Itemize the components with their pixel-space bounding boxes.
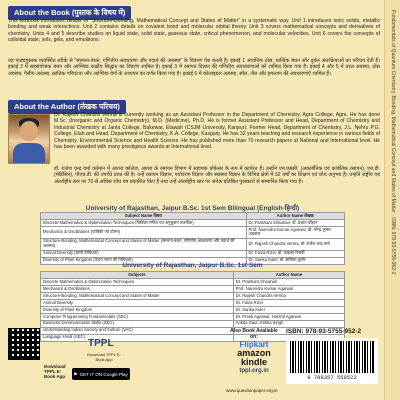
cell: Dr. Sarika Kuler, डॉ. सारिका कुलेर: [246, 257, 344, 264]
about-book-english: This textbook introduces details of "Structure-Bonding, Mathematical Concept and States of Matter" in a systematic way. Unit 1 introduces ionic solids, metallic bonding and weak interactions. Unit 2 contains details on covalent bond and molecular orbital theory. Unit 3 covers mathematical concepts and derivatives of chemistry. Units 4 and 5 describe studies on liquid state, solid state, gaseous state, critical phenomenon, and molecular velocities. Unit 6 covers the concepts of colloidal state, sols, gels, and emulsions.: [8, 18, 380, 44]
cell: Structure-Bonding, Mathematical Concept and States of Matter: [41, 292, 234, 299]
about-author-heading: About the Author (लेखक परिचय): [8, 100, 126, 114]
cell: Dr. Rajesh Chandra Verma, डॉ. राजेश चन्द्र वर्मा: [246, 238, 344, 250]
cell: Dr. Prashant Chauhan: [233, 278, 344, 285]
barcode-bars: [290, 341, 374, 373]
table-row: [41, 226, 345, 238]
barcode-digits: 9 789357 559522: [307, 374, 357, 381]
about-author-english: Dr. Rajesh Chandra Verma is currently working as an Assistant Professor in the Department of Chemistry, Agra College, Agra. He has done M.Sc. (Inorganic and Organic Chemistry), M.D. (Medicine), Ph.D. He is former Assistant Professor and Head, Department of Chemistry and Industrial Chemistry at Janta College, Bakewar, Etawah (CSJM University, Kanpur). Former Head, Department of Chemistry, J.L. Nehru P.G. College, Etah and Head, Department of Chemistry, K.A. College, Kasganj. He has 32 years teaching and research experience in various fields of Chemistry, Environmental Science and Health Science. He has published more than 70 research papers at National and International level. He has been awarded with many prestigious awards at International level.: [54, 112, 380, 151]
table2-title: University of Rajasthan, Jaipur B.Sc. 1st Sem: [122, 262, 263, 269]
table-row: [41, 238, 345, 250]
cell: Dr. Faiza Rizvi, डॉ. फ़ाइज़ा रिज़वी: [246, 250, 344, 257]
cell: Animal Diversity (प्राणी विविधता): [41, 250, 247, 257]
tppl-logo: TPPL: [88, 338, 114, 349]
google-play-label: GET IT ON Google Play: [79, 371, 128, 377]
cell: Discrete Mathematics & Optimization Techniques (विविक्त गणित एवं अनुकूलन तकनीक): [41, 219, 247, 226]
about-book-hindi: यह पाठ्यपुस्तक व्यवस्थित तरीके से "संरचना-बंधन, गणितीय अवधारणा और पदार्थ की अवस्था" के विवरण पेश करती है। इकाई 1 आयनिक ठोस, धात्विक बंधन और दुर्बल अंतःक्रियाओं का परिचय देती है। इकाई 2 में सहसंयोजक बंधन और आण्विक कक्षीय सिद्धांत का विवरण शामिल है। इकाई 3 में रसायन विज्ञान की गणितीय अवधारणाओं को शामिल किया गया है। इकाई 4 और 5 में तरल अवस्था, ठोस अवस्था, गैसीय अवस्था, क्रांतिक परिघटना और आण्विक वेगों के अध्ययन का वर्णन किया गया है। इकाई 6 में कोलाइडल अवस्था, सॉल, जैल और इमल्शन की अवधारणाएँ शामिल हैं।: [8, 58, 380, 77]
cell: Dr. Sarika Kuler: [233, 306, 344, 313]
table-row: [41, 278, 345, 285]
cell: Dr. Prashant Chauhan, डॉ. प्रशांत चौहान: [246, 219, 344, 226]
cell: Diversity of Plant Kingdom (पादप जगत की विविधता): [41, 257, 247, 264]
cell: Understanding Indian Society and Culture (VAC): [41, 327, 234, 334]
table-row: [41, 313, 345, 320]
table-row: [41, 299, 345, 306]
cell: Structure-Bonding, Mathematical Concept and States of Matter (संरचना-बंधन, गणितीय अवधारणा और पदार्थ की अवस्था): [41, 238, 247, 250]
table-row: [41, 320, 345, 327]
cell: Prof. Narendra Kumar Agarwal: [233, 285, 344, 292]
google-play-badge[interactable]: [72, 368, 130, 380]
about-book-heading: About the Book (पुस्तक के विषय में): [8, 6, 131, 20]
tppl-site-logo[interactable]: tppl.org.in: [239, 368, 269, 374]
qr-code[interactable]: [8, 328, 40, 360]
download-app-label: Download TPPL E-Book App: [44, 364, 66, 379]
website-link[interactable]: www.questionpaper.org.in: [226, 388, 278, 393]
table-row: [41, 285, 345, 292]
spine-title: Fundamentals of Quantum Chemistry, Bonding, Mathematical Concept and States of Matter · ISBN: 978-93-5755-952-2: [390, 10, 396, 275]
cell: Dr. Preeti Agarwal, Harshit Agarwal: [233, 313, 344, 320]
cell: Ankita Gaur, Kritika Singh: [233, 320, 344, 327]
table-row: [41, 292, 345, 299]
table1-header-author: Author Name लेखक: [246, 213, 344, 220]
table-row: [41, 219, 345, 226]
tppl-subtitle: Download TPPL E-Book App: [87, 352, 121, 362]
play-icon: ▶: [74, 371, 78, 376]
table1-title: University of Rajasthan, Jaipur B.Sc. 1st Sem Bilingual (English-हिन्दी): [85, 205, 300, 212]
cell: Animal Diversity: [41, 299, 234, 306]
also-available-box: [228, 328, 280, 376]
also-available-title: Also Book Available on:: [230, 328, 278, 340]
cell: Dr. Rajesh Chandra Verma: [233, 292, 344, 299]
cell: Mechanics & Oscillations: [41, 285, 234, 292]
table1-header-subject: Subject Name विषय: [41, 213, 247, 220]
cell: Dr. Faiza Rizvi: [233, 299, 344, 306]
table2-header-subjects: Subjects: [41, 272, 234, 279]
author-photo: [8, 114, 50, 164]
table2-header-author: Author Name: [233, 272, 344, 279]
cell: Language Hindi (AEC): [41, 334, 234, 341]
cell: Discrete Mathematics & Optimization Techniques: [41, 278, 234, 285]
cell: Computer Programming Fundamentals (SEC): [41, 313, 234, 320]
table-row: [41, 250, 345, 257]
flipkart-logo[interactable]: Flipkart: [239, 340, 269, 349]
table1: [40, 212, 345, 265]
cell: Prof. Narendra Kumar Agarwal, प्रो. नरेन्द्र कुमार अग्रवाल: [246, 226, 344, 238]
cell: Diversity of Plant Kingdom: [41, 306, 234, 313]
kindle-logo[interactable]: kindle: [240, 357, 267, 367]
isbn-label: ISBN: 978-93-5755-952-2: [286, 328, 362, 335]
about-author-hindi: डॉ. राजेश चन्द्र वर्मा वर्तमान में आगरा कॉलेज, आगरा के रसायन विभाग में सहायक प्रोफेसर के रूप में कार्यरत हैं। उन्होंने एम.एससी. (अकार्बनिक एवं कार्बनिक रसायन), एम.डी. (मेडिसिन), पीएच.डी. की उपाधि प्राप्त की है। उन्हें रसायन विज्ञान, पर्यावरण विज्ञान और स्वास्थ्य विज्ञान के विभिन्न क्षेत्रों में 32 वर्षों का शिक्षण एवं शोध अनुभव है। उन्होंने राष्ट्रीय एवं अंतर्राष्ट्रीय स्तर पर 70 से अधिक शोध पत्र प्रकाशित किए हैं तथा उन्हें अंतर्राष्ट्रीय स्तर पर अनेक प्रतिष्ठित पुरस्कारों से सम्मानित किया गया है।: [54, 166, 380, 185]
cell: Business Communication Skills (SEC): [41, 320, 234, 327]
amazon-logo[interactable]: amazon: [237, 348, 271, 358]
spine: [384, 0, 400, 400]
cell: Mechanics & Oscillations (यांत्रिकी एवं दोलन): [41, 226, 247, 238]
barcode: [286, 338, 378, 384]
table-row: [41, 306, 345, 313]
